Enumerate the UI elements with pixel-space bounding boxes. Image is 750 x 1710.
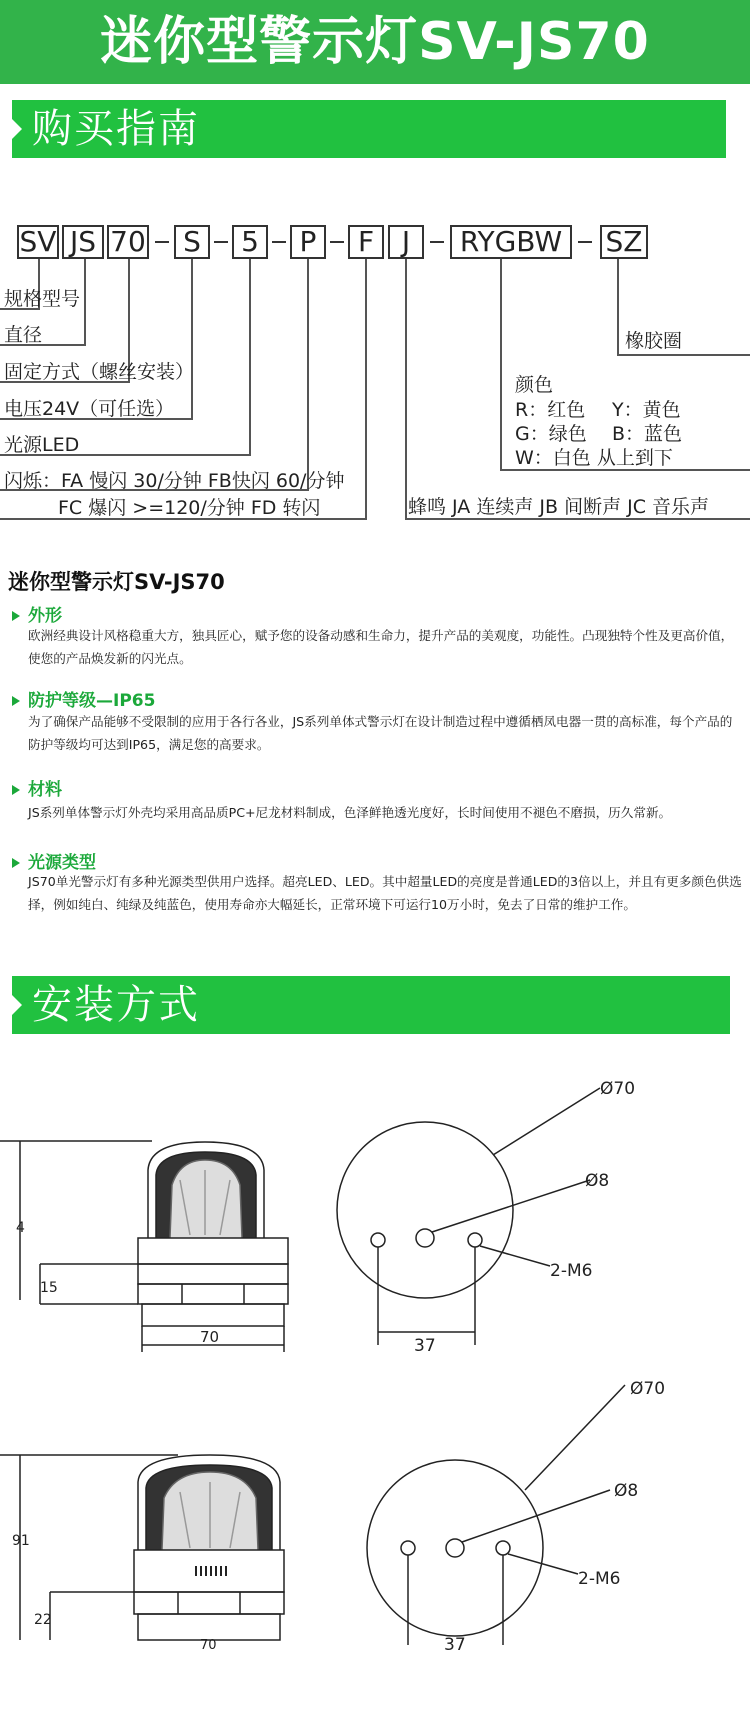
label-colors-title: 颜色 [515,374,554,396]
page-title: 迷你型警示灯SV-JS70 [100,12,650,72]
dia-outer-2: Ø70 [630,1379,666,1399]
code-box-colors: RYGBW [450,225,572,259]
section-bar-install [12,976,730,1034]
code-box-voltage: 5 [232,225,268,259]
spacing-2: 37 [444,1635,466,1655]
label-voltage: 电压24V（可任选） [4,398,175,420]
label-mount: 固定方式（螺丝安装） [4,361,195,383]
drawing-2-top [0,1370,750,1655]
label-color-y: Y：黄色 [612,399,681,421]
feature-title-material: 材料 [12,775,62,800]
label-buzzer: 蜂鸣 JA 连续声 JB 间断声 JC 音乐声 [408,496,710,518]
dash [155,241,169,243]
label-color-w: W：白色 从上到下 [515,447,673,469]
feature-text-material: JS系列单体警示灯外壳均采用高品质PC+尼龙材料制成，色泽鲜艳透光度好，长时间使用不褪色不磨损，历久常新。 [28,805,672,820]
dia-inner-2: Ø8 [614,1481,639,1501]
section-bar-guide [12,100,726,158]
section-title-install: 安装方式 [32,982,200,1028]
code-box-rubber: SZ [600,225,648,259]
leader-line [617,354,750,356]
dash [330,241,344,243]
screws-1: 2-M6 [550,1261,593,1281]
dim-height-1: 4 [16,1220,25,1236]
leader-line [307,259,309,490]
code-box-flash: F [348,225,384,259]
leader-line [500,469,750,471]
leader-line [405,518,750,520]
dash [272,241,286,243]
label-flash-1: 闪烁：FA 慢闪 30/分钟 FB快闪 60/分钟 [4,470,345,492]
dim-height-2: 91 [12,1533,30,1549]
code-box-type: JS [62,225,104,259]
triangle-icon [12,611,20,621]
drawing-1-top [0,1060,750,1360]
label-light: 光源LED [4,434,80,456]
leader-line [249,259,251,455]
code-box-buzzer: J [388,225,424,259]
triangle-icon [12,858,20,868]
arrow-icon [12,995,22,1015]
code-box-mount: S [174,225,210,259]
code-box-light: P [290,225,326,259]
dash [214,241,228,243]
triangle-icon [12,785,20,795]
leader-line [500,259,502,470]
screws-2: 2-M6 [578,1569,621,1589]
label-color-g: G：绿色 [515,423,587,445]
label-rubber: 橡胶圈 [625,330,683,352]
lamp-top-view-1 [337,1088,600,1345]
label-model: 规格型号 [4,288,81,310]
dim-width-2: 70 [200,1638,217,1653]
code-box-series: SV [17,225,59,259]
triangle-icon [12,696,20,706]
code-box-diameter: 70 [107,225,149,259]
feature-text-light-source: JS70单光警示灯有多种光源类型供用户选择。超亮LED、LED。其中超量LED的亮度是普通LED的3倍以上，并且有更多颜色供选择，例如纯白、纯绿及纯蓝色，使用寿命亦大幅延长，正常环境下可运行10万小时，免去了日常的维护工作。 [28,874,742,912]
leader-line [84,259,86,345]
label-color-r: R：红色 [515,399,586,421]
dim-base-1: 15 [40,1280,58,1296]
dim-width-1: 70 [200,1328,220,1346]
feature-title-shape: 外形 [12,601,62,626]
dim-base-2: 22 [34,1612,52,1628]
spacing-1: 37 [414,1336,436,1356]
feature-text-protection: 为了确保产品能够不受限制的应用于各行各业，JS系列单体式警示灯在设计制造过程中遵循栖凤电器一贯的高标准，每个产品的防护等级均可达到IP65，满足您的高要求。 [28,714,733,752]
leader-line [405,259,407,519]
feature-title-light-source: 光源类型 [12,848,96,873]
label-color-b: B：蓝色 [612,423,683,445]
feature-title-protection: 防护等级—IP65 [12,686,155,711]
leader-line [617,259,619,355]
section-title-guide: 购买指南 [32,106,200,152]
intro-title: 迷你型警示灯SV-JS70 [8,570,225,594]
lamp-top-view-2 [367,1385,625,1655]
dia-outer-1: Ø70 [600,1079,636,1099]
label-diameter: 直径 [4,324,43,346]
dia-inner-1: Ø8 [585,1171,610,1191]
arrow-icon [12,119,22,139]
label-flash-2: FC 爆闪 >=120/分钟 FD 转闪 [58,497,321,519]
dash [430,241,444,243]
feature-text-shape: 欧洲经典设计风格稳重大方，独具匠心，赋予您的设备动感和生命力，提升产品的美观度，功能性。凸现独特个性及更高价值，使您的产品焕发新的闪光点。 [28,628,734,666]
leader-line [365,259,367,519]
dash [578,241,592,243]
leader-line [191,259,193,419]
